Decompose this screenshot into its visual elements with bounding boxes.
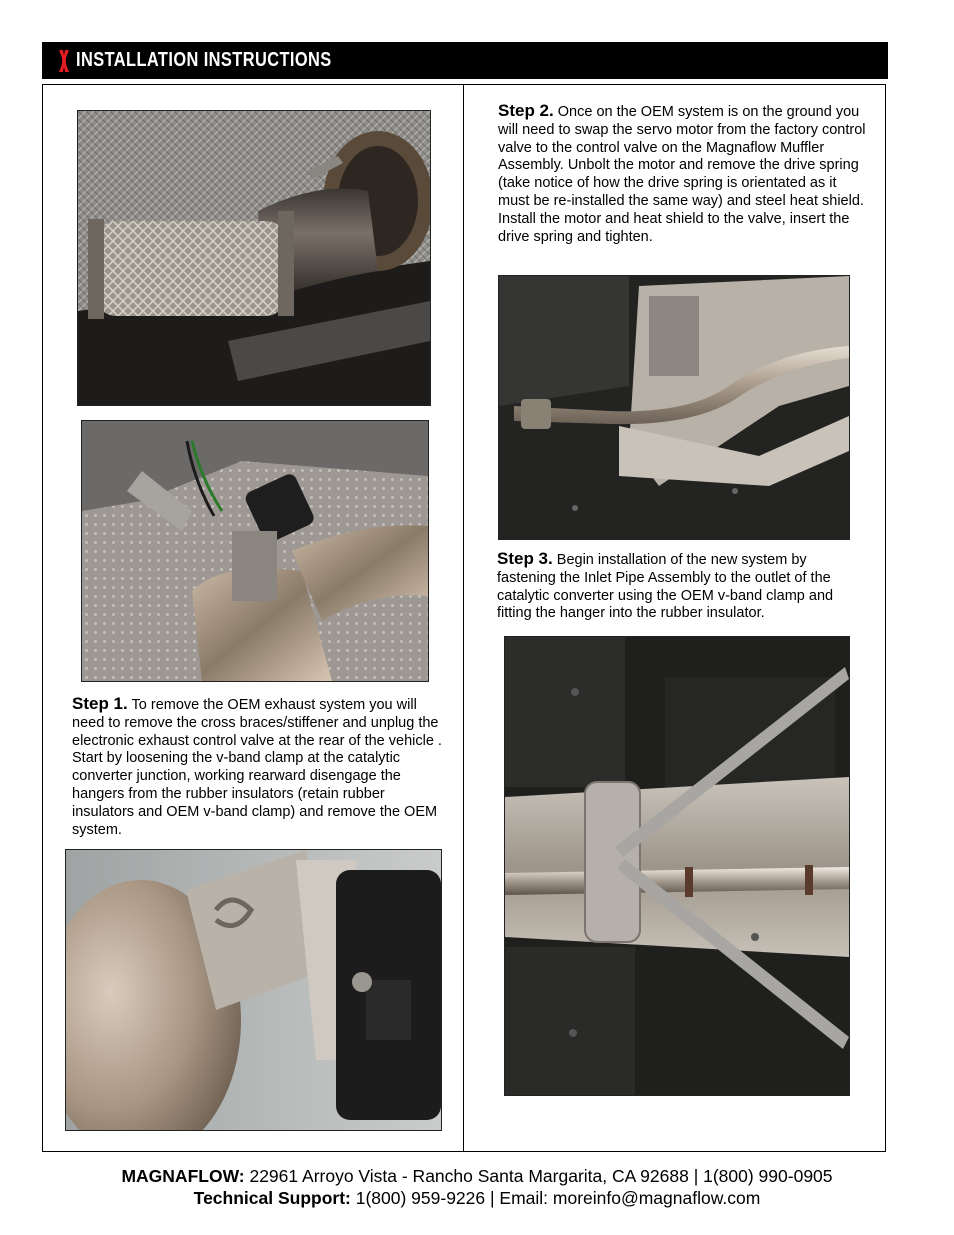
photo-flex-pipe (77, 110, 431, 406)
footer-support (0, 1188, 954, 1209)
step-2-text (498, 102, 868, 246)
step-1-label: Step 1. (72, 694, 128, 713)
step-3-body: Begin installation of the new system by fastening the Inlet Pipe Assembly to the outlet of the catalytic converter using the OEM v-band clamp and fitting the hanger into the rubber insulator. (497, 552, 834, 622)
photo-servo-motor (65, 849, 442, 1131)
wrench-icon (58, 50, 70, 72)
step-1-text (72, 695, 442, 839)
step-2-body: Once on the OEM system is on the ground you will need to swap the servo motor from the factory control valve to the control valve on the Magnaflow Muffler Assembly. Unbolt the motor and remove the drive spring (take notice of how the drive spring is orientated as it must be re-installed the same way) and steel heat shield. Install the motor and heat shield to the valve, insert the drive spring and tighten. (498, 104, 866, 245)
footer-address-text: 22961 Arroyo Vista - Rancho Santa Margarita, CA 92688 | 1(800) 990-0905 (244, 1166, 833, 1186)
step-3-label: Step 3. (497, 549, 553, 568)
footer-company-label: MAGNAFLOW: (121, 1166, 245, 1186)
step-3-text (497, 550, 869, 623)
footer-support-label: Technical Support: (193, 1188, 351, 1208)
step-1-body: To remove the OEM exhaust system you will need to remove the cross braces/stiffener and unplug the electronic exhaust control valve at the rear of the vehicle . Start by loosening the v-band clamp at the catalytic converter junction, working rearward disengage the hangers from the rubber insulators (retain rubber insulators and OEM v-band clamp) and remove the OEM system. (72, 697, 442, 838)
photo-cross-braces (504, 636, 850, 1096)
step-2-label: Step 2. (498, 101, 554, 120)
page-title: INSTALLATION INSTRUCTIONS (76, 49, 332, 71)
header-bar (42, 42, 888, 79)
column-divider (463, 84, 464, 1151)
footer-address (0, 1166, 954, 1187)
photo-inlet-pipe (498, 275, 850, 540)
photo-muffler-valve (81, 420, 429, 682)
footer-support-text: 1(800) 959-9226 | Email: moreinfo@magnaflow.com (350, 1188, 761, 1208)
